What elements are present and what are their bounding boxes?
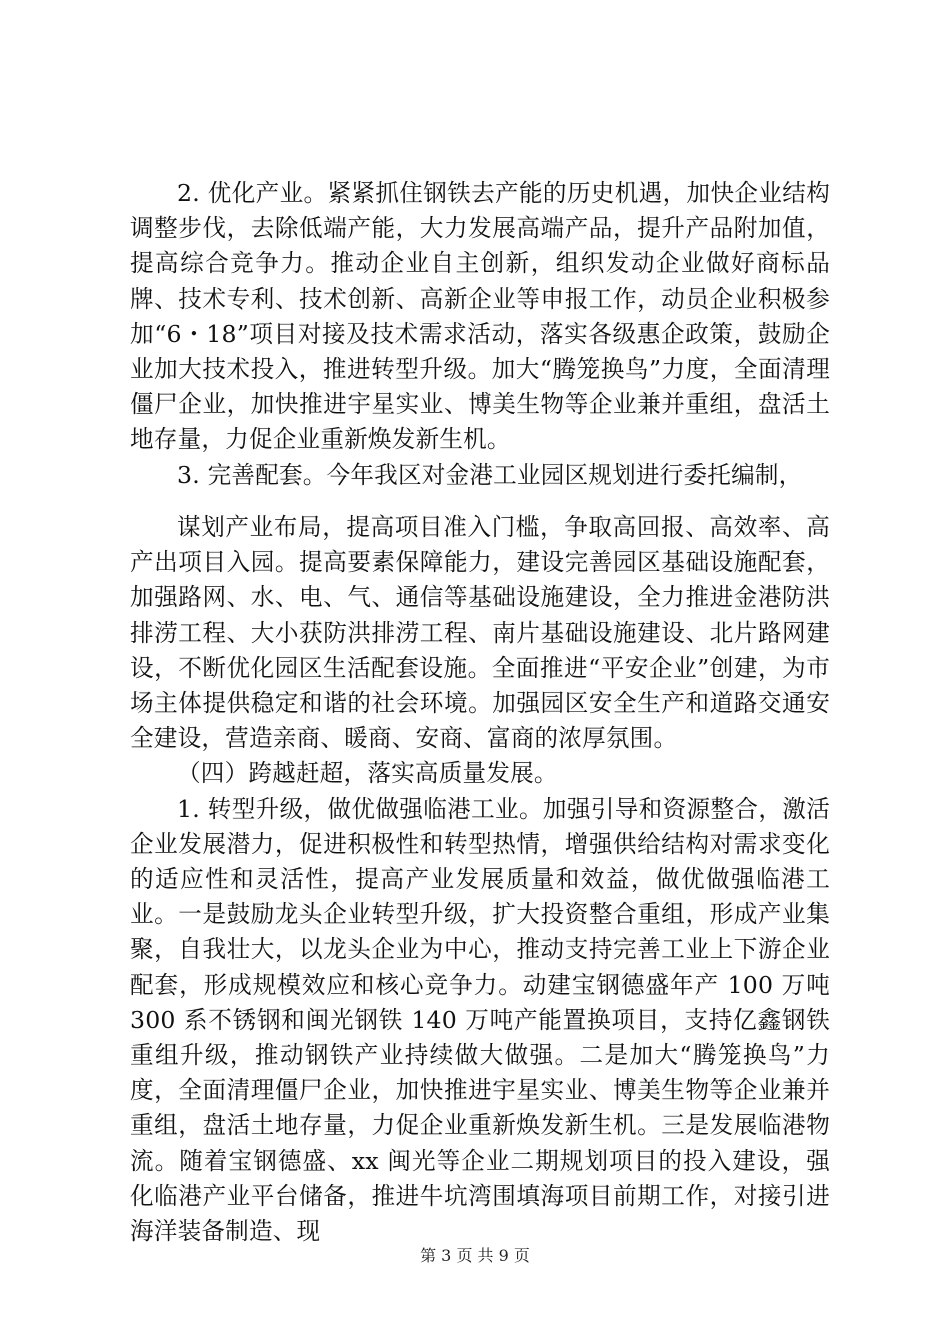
paragraph-improve-facilities: 3. 完善配套。今年我区对金港工业园区规划进行委托编制， xyxy=(177,460,803,489)
section-heading-4: （四）跨越赶超，落实高质量发展。 xyxy=(177,759,558,788)
paragraph-transformation-upgrade: 1. 转型升级，做优做强临港工业。加强引导和资源整合，激活企业发展潜力，促进积极性和转型热情，增强供给结构对需求变化的适应性和灵活性，提高产业发展质量和效益，做优做强临港工业。一是鼓励龙头企业转型升级，扩大投资整合重组，形成产业集聚，自我壮大，以龙头企业为中心，推动支持完善工业上下游企业配套，形成规模效应和核心竞争力。动建宝钢德盛年产 100 万吨 300 系不锈钢和闽光钢铁 140 万吨产能置换项目，支持亿鑫钢铁重组升级，推动钢铁产业持续做大做强。二是加大“腾笼换鸟”力度，全面清理僵尸企业，加快推进宇星实业、博美生物等企业兼并重组，盘活土地存量，力促企业重新焕发新生机。三是发展临港物流。随着宝钢德盛、xx 闽光等企业二期规划项目的投入建设，强化临港产业平台储备，推进牛坑湾围填海项目前期工作，对接引进海洋装备制造、现 xyxy=(130,794,830,1246)
paragraph-improve-facilities-continued: 谋划产业布局，提高项目准入门槛，争取高回报、高效率、高产出项目入园。提高要素保障能力，建设完善园区基础设施配套，加强路网、水、电、气、通信等基础设施建设，全力推进金港防洪排涝工程、大小获防洪排涝工程、南片基础设施建设、北片路网建设，不断优化园区生活配套设施。全面推进“平安企业”创建，为市场主体提供稳定和谐的社会环境。加强园区安全生产和道路交通安全建设，营造亲商、暖商、安商、富商的浓厚氛围。 xyxy=(130,513,830,753)
page-footer: 第 3 页 共 9 页 xyxy=(420,1246,530,1265)
text-block-upper xyxy=(130,176,830,493)
text-block-lower xyxy=(130,510,830,1249)
paragraph-optimize-industry: 2. 优化产业。紧紧抓住钢铁去产能的历史机遇，加快企业结构调整步伐，去除低端产能，大力发展高端产品，提升产品附加值，提高综合竞争力。推动企业自主创新，组织发动企业做好商标品牌、技术专利、技术创新、高新企业等申报工作，动员企业积极参加“6・18”项目对接及技术需求活动，落实各级惠企政策，鼓励企业加大技术投入，推进转型升级。加大“腾笼换鸟”力度，全面清理僵尸企业，加快推进宇星实业、博美生物等企业兼并重组，盘活土地存量，力促企业重新焕发新生机。 xyxy=(130,179,830,454)
